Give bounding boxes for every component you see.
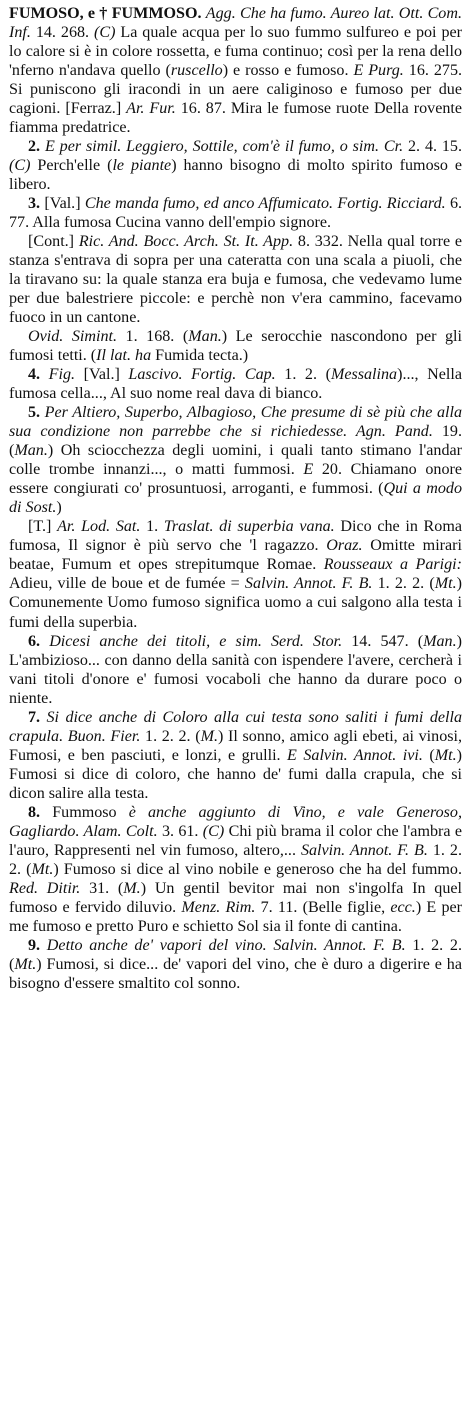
text-segment: 31. ( [80, 879, 124, 897]
text-segment: Salvin. Annot. F. B. [300, 841, 428, 859]
text-segment: 7. [28, 708, 41, 726]
text-segment: Mt. [31, 860, 54, 878]
text-segment: 1. 2. 2. ( [9, 936, 462, 973]
text-segment: E Purg. [353, 62, 404, 80]
text-segment: ) hanno bisogno di molto spirito fumoso e libero. [9, 157, 462, 194]
text-segment: ) L'ambizioso... con danno della sanità con ispendere l'avere, cercherà i vani titoli d'onore e' fumosi vocaboli che hanno da durare poco o niente. [9, 632, 462, 707]
entry-paragraph-3 [9, 232, 462, 327]
entry-paragraph-4 [9, 327, 462, 365]
text-segment: 3. [28, 195, 41, 213]
text-segment: [Val.] [40, 195, 85, 213]
text-segment: 1. 2. 2. ( [140, 727, 201, 745]
text-segment: Qui a modo di Sost. [9, 480, 462, 517]
text-segment: Che manda fumo, ed anco Affumicato. Fortig. Ricciard. [84, 195, 446, 213]
text-segment: ) Fumosi, si dice... de' vapori del vino, che è duro a digerire e ha bisogno d'essere smaltito col sonno. [9, 955, 462, 992]
text-segment: Lascivo. Fortig. Cap. [128, 366, 276, 384]
text-segment: 19. ( [9, 423, 462, 460]
text-segment: Fumida tecta.) [151, 347, 249, 365]
text-segment: 6. [28, 632, 41, 650]
text-segment: ( [422, 746, 435, 764]
text-segment: ) e rosso e fumoso. [222, 62, 354, 80]
entry-paragraph-8 [9, 632, 462, 708]
text-segment: (C) [9, 157, 31, 175]
entry-paragraph-9 [9, 708, 462, 803]
text-segment: Ovid. Simint. [28, 328, 118, 346]
text-segment: Omitte mirari beatae, Fumum et opes strepitumque Romae. [9, 537, 462, 574]
text-segment: Dico che in Roma fumosa, Il signor è più servo che 'l ragazzo. [9, 518, 462, 555]
text-segment: (C) [94, 24, 116, 42]
text-segment: ) Fumosi si dice di coloro, che hanno de' fumi dalla crapula, che si dicon salire alla testa. [9, 746, 462, 802]
text-segment: ) Il sonno, amico agli ebeti, ai vinosi, Fumosi, e ben pasciuti, e lonzi, e grulli. [9, 727, 463, 764]
text-segment: Detto anche de' vapori del vino. Salvin. Annot. F. B. [40, 936, 406, 954]
text-segment: Salvin. Annot. F. B. [244, 575, 373, 593]
text-segment: è anche aggiunto di Vino, e vale Generoso, Gagliardo. Alam. Colt. [9, 803, 462, 840]
dictionary-entry-fumoso [9, 4, 462, 993]
text-segment: 1. 2. 2. ( [9, 841, 462, 878]
text-segment: E per simil. Leggiero, Sottile, com'è il fumo, o sim. Cr. [40, 138, 404, 156]
text-segment: 16. 275. Si puniscono gli iracondi in un aere caliginoso e fumoso per due cagioni. [Ferraz.] [9, 62, 463, 118]
text-segment: 2. 4. 15. [403, 138, 463, 156]
text-segment: 20. Chiamano onore essere congiurati co' prosuntuosi, arroganti, e fummosi. ( [9, 461, 462, 498]
text-segment: 16. 87. Mira le fumose ruote Della rovente fiamma predatrice. [9, 100, 462, 137]
text-segment: Mt. [434, 575, 457, 593]
text-segment: Mt. [14, 955, 37, 973]
text-segment: Traslat. di superbia vana. [163, 518, 335, 536]
text-segment: Menz. Rim. [181, 898, 256, 916]
text-segment: Rousseaux a Parigi: [323, 556, 462, 574]
text-segment: )..., Nella fumosa cella..., Al suo nome real dava di bianco. [9, 366, 462, 403]
text-segment: 7. 11. (Belle figlie, [255, 898, 391, 916]
text-segment: ) Fumoso si dice al vino nobile e generoso che ha del fummo. [53, 860, 462, 878]
text-segment: Mt. [434, 746, 457, 764]
text-segment: [Cont.] [28, 233, 79, 251]
text-segment [40, 366, 49, 383]
text-segment: Ar. Lod. Sat. [57, 518, 141, 536]
text-segment: Per Altiero, Superbo, Albagioso, Che presume di sè più che alla sua condizione non parrebbe che si richiedesse. Agn. Pand. [9, 404, 462, 441]
text-segment: Il lat. ha [96, 347, 152, 365]
text-segment: Si dice anche di Coloro alla cui testa sono saliti i fumi della crapula. Buon. Fier. [9, 708, 462, 745]
text-segment: (C) [202, 822, 225, 840]
entry-paragraph-7 [9, 517, 462, 631]
entry-paragraph-10 [9, 803, 462, 936]
text-segment: le piante [112, 157, 172, 175]
text-segment: Adieu, ville de boue et de fumée = [9, 575, 245, 593]
text-segment: Dicesi anche dei titoli, e sim. Serd. Stor. [40, 632, 343, 650]
entry-paragraph-6 [9, 403, 462, 517]
text-segment: 9. [28, 936, 41, 954]
text-segment: 6. 77. Alla fumosa Cucina vanno dell'empio signore. [9, 195, 463, 232]
text-segment: ) Le serocchie nascondono per gli fumosi tetti. ( [9, 328, 463, 365]
entry-paragraph-1 [9, 137, 462, 194]
entry-paragraph-0 [9, 4, 462, 137]
text-segment: Oraz. [326, 537, 363, 555]
text-segment: Man. [14, 442, 48, 460]
text-segment: M. [200, 727, 218, 745]
text-segment: Ric. And. Bocc. Arch. St. It. App. [78, 233, 294, 251]
text-segment: 2. [28, 138, 41, 156]
text-segment: 14. 547. ( [342, 632, 424, 650]
text-segment: Agg. Che ha fumo. Aureo lat. Ott. Com. Inf. [9, 5, 463, 42]
text-segment: Fig. [48, 366, 76, 384]
text-segment: Man. [188, 328, 222, 346]
text-segment: ) Un gentil bevitor mai non s'ingolfa In quel fumoso e fervido diluvio. [9, 879, 463, 916]
entry-paragraph-11 [9, 936, 462, 993]
text-segment: Perch'elle ( [30, 157, 113, 175]
text-segment: Messalina [330, 366, 398, 384]
text-segment: Chi più brama il color che l'ambra e l'auro, Rappresenti nel vin fumoso, altero,... [9, 822, 462, 859]
text-segment: M. [123, 879, 141, 897]
text-segment: 14. 268. [30, 24, 94, 42]
text-segment: 1. 2. ( [275, 366, 331, 384]
text-segment: ) E per me fumoso e pretto Puro e schietto Sol sia il fonte di cantina. [9, 898, 462, 935]
text-segment: Man. [423, 632, 457, 650]
text-segment: 4. [28, 366, 41, 384]
text-segment: ecc. [390, 898, 416, 916]
text-segment: [T.] [28, 518, 58, 536]
text-segment: Fummoso [40, 803, 129, 821]
text-segment: 3. 61. [157, 822, 203, 840]
text-segment: 1. 168. ( [117, 328, 189, 346]
entry-paragraph-5 [9, 365, 462, 403]
text-segment: Red. Ditir. [9, 879, 81, 897]
text-segment: 1. 2. 2. ( [372, 575, 435, 593]
text-segment: ) Oh sciocchezza degli uomini, i quali tanto stimano l'andar colle trombe innanzi..., o matti fummosi. [9, 442, 462, 479]
text-segment: 5. [28, 404, 41, 422]
text-segment: 8. [28, 803, 41, 821]
entry-paragraph-2 [9, 194, 462, 232]
text-segment: 1. [140, 518, 164, 536]
text-segment: Ar. Fur. [126, 100, 176, 118]
text-segment: ) Comunemente Uomo fumoso significa uomo a cui salgono alla testa i fumi della superbia. [9, 575, 462, 631]
text-segment: [Val.] [75, 366, 129, 384]
text-segment: ) [56, 499, 62, 517]
text-segment: E [303, 461, 314, 479]
headword: FUMOSO, e † FUMMOSO. [9, 5, 202, 22]
text-segment: E Salvin. Annot. ivi. [287, 746, 423, 764]
text-segment: La quale acqua per lo suo fummo sulfureo e poi per lo calore si è in colore rossetta, e fuma continuo; così per la rena dello 'nferno n'andava quello ( [9, 24, 462, 80]
text-segment: ruscello [170, 62, 223, 80]
text-segment: 8. 332. Nella qual torre e stanza s'entrava di sopra per una cateratta con una scala a piuoli, che la tiravano su: la quale stanza era buja e fumosa, che vedevamo lume per due balestriere piccole: e perchè non v'era cammino, facevamo fuoco in un cantone. [9, 233, 462, 327]
